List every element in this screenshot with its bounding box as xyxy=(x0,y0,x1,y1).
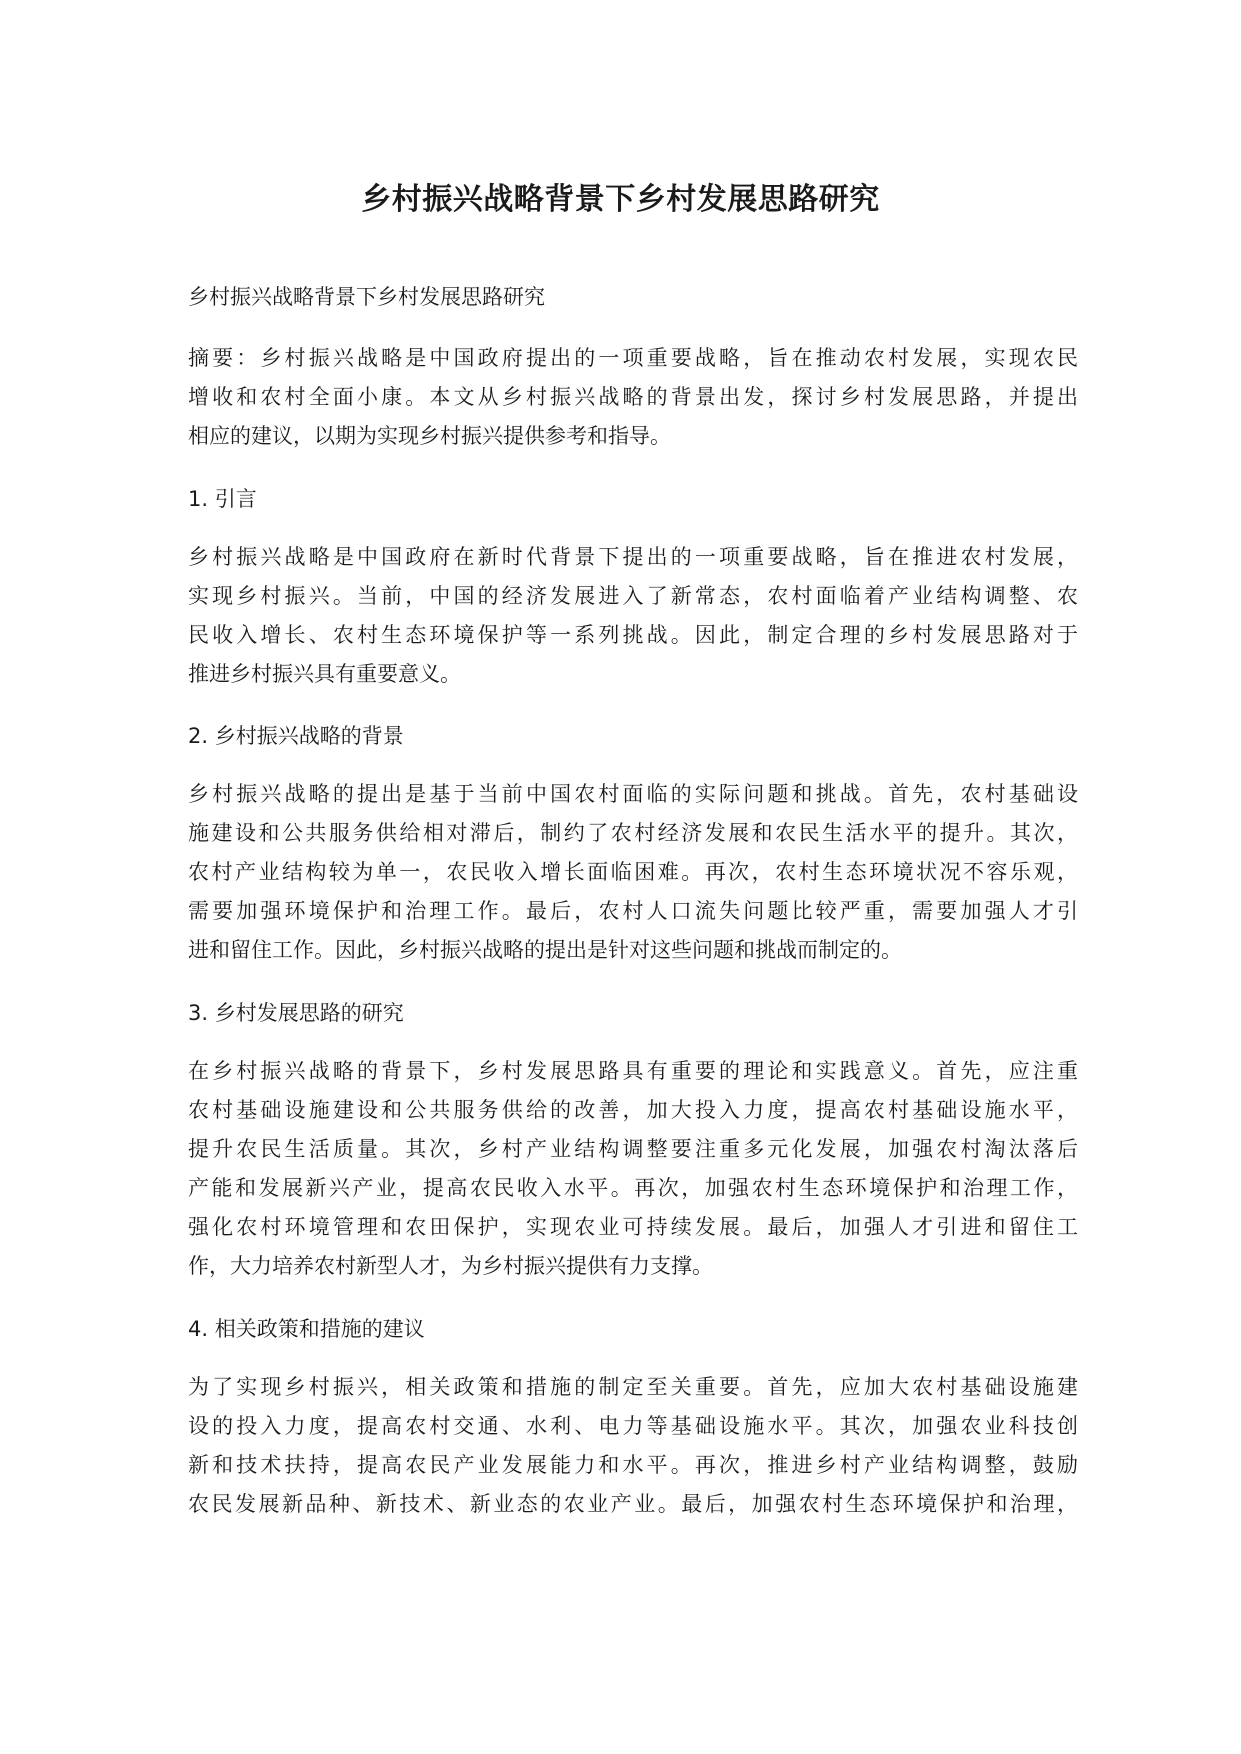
paragraph-line: 乡村振兴战略的提出是基于当前中国农村面临的实际问题和挑战。首先，农村基础设 xyxy=(188,782,1078,806)
section-heading-2 xyxy=(188,717,1078,756)
paragraph-line: 设的投入力度，提高农村交通、水利、电力等基础设施水平。其次，加强农业科技创 xyxy=(188,1414,1078,1438)
paragraph-line: 乡村振兴战略是中国政府在新时代背景下提出的一项重要战略，旨在推进农村发展， xyxy=(188,545,1078,569)
document-title: 乡村振兴战略背景下乡村发展思路研究 xyxy=(361,182,880,217)
paragraph-line: 作，大力培养农村新型人才，为乡村振兴提供有力支撑。 xyxy=(188,1254,713,1278)
section-paragraph-3 xyxy=(188,1052,1078,1286)
paragraph-line: 为了实现乡村振兴，相关政策和措施的制定至关重要。首先，应加大农村基础设施建 xyxy=(188,1375,1078,1399)
section-heading-text: 2. 乡村振兴战略的背景 xyxy=(188,724,404,748)
abstract-paragraph xyxy=(188,339,1078,456)
paragraph-line: 提升农民生活质量。其次，乡村产业结构调整要注重多元化发展，加强农村淘汰落后 xyxy=(188,1137,1078,1161)
paragraph-line: 需要加强环境保护和治理工作。最后，农村人口流失问题比较严重，需要加强人才引 xyxy=(188,899,1078,923)
subtitle-text: 乡村振兴战略背景下乡村发展思路研究 xyxy=(188,285,545,309)
paragraph-line: 农民发展新品种、新技术、新业态的农业产业。最后，加强农村生态环境保护和治理， xyxy=(188,1492,1078,1516)
paragraph-line: 在乡村振兴战略的背景下，乡村发展思路具有重要的理论和实践意义。首先，应注重 xyxy=(188,1059,1078,1083)
section-paragraph-2 xyxy=(188,775,1078,970)
paragraph-line: 民收入增长、农村生态环境保护等一系列挑战。因此，制定合理的乡村发展思路对于 xyxy=(188,623,1078,647)
section-paragraph-1 xyxy=(188,538,1078,694)
abstract-line: 增收和农村全面小康。本文从乡村振兴战略的背景出发，探讨乡村发展思路，并提出 xyxy=(188,385,1078,409)
section-heading-4 xyxy=(188,1310,1078,1349)
paragraph-line: 农村基础设施建设和公共服务供给的改善，加大投入力度，提高农村基础设施水平， xyxy=(188,1098,1078,1122)
paragraph-line: 实现乡村振兴。当前，中国的经济发展进入了新常态，农村面临着产业结构调整、农 xyxy=(188,584,1078,608)
abstract-line: 摘要：乡村振兴战略是中国政府提出的一项重要战略，旨在推动农村发展，实现农民 xyxy=(188,346,1078,370)
paragraph-line: 施建设和公共服务供给相对滞后，制约了农村经济发展和农民生活水平的提升。其次， xyxy=(188,821,1078,845)
paragraph-line: 产能和发展新兴产业，提高农民收入水平。再次，加强农村生态环境保护和治理工作， xyxy=(188,1176,1078,1200)
section-heading-text: 1. 引言 xyxy=(188,487,257,511)
section-heading-text: 4. 相关政策和措施的建议 xyxy=(188,1317,425,1341)
section-heading-3 xyxy=(188,994,1078,1033)
section-heading-text: 3. 乡村发展思路的研究 xyxy=(188,1001,404,1025)
paragraph-line: 农村产业结构较为单一，农民收入增长面临困难。再次，农村生态环境状况不容乐观， xyxy=(188,860,1078,884)
paragraph-line: 新和技术扶持，提高农民产业发展能力和水平。再次，推进乡村产业结构调整，鼓励 xyxy=(188,1453,1078,1477)
section-heading-1 xyxy=(188,480,1078,519)
abstract-line: 相应的建议，以期为实现乡村振兴提供参考和指导。 xyxy=(188,424,671,448)
paragraph-line: 推进乡村振兴具有重要意义。 xyxy=(188,662,461,686)
document-subtitle xyxy=(188,278,1078,317)
paragraph-line: 强化农村环境管理和农田保护，实现农业可持续发展。最后，加强人才引进和留住工 xyxy=(188,1215,1078,1239)
paragraph-line: 进和留住工作。因此，乡村振兴战略的提出是针对这些问题和挑战而制定的。 xyxy=(188,938,902,962)
section-paragraph-4 xyxy=(188,1368,1078,1524)
